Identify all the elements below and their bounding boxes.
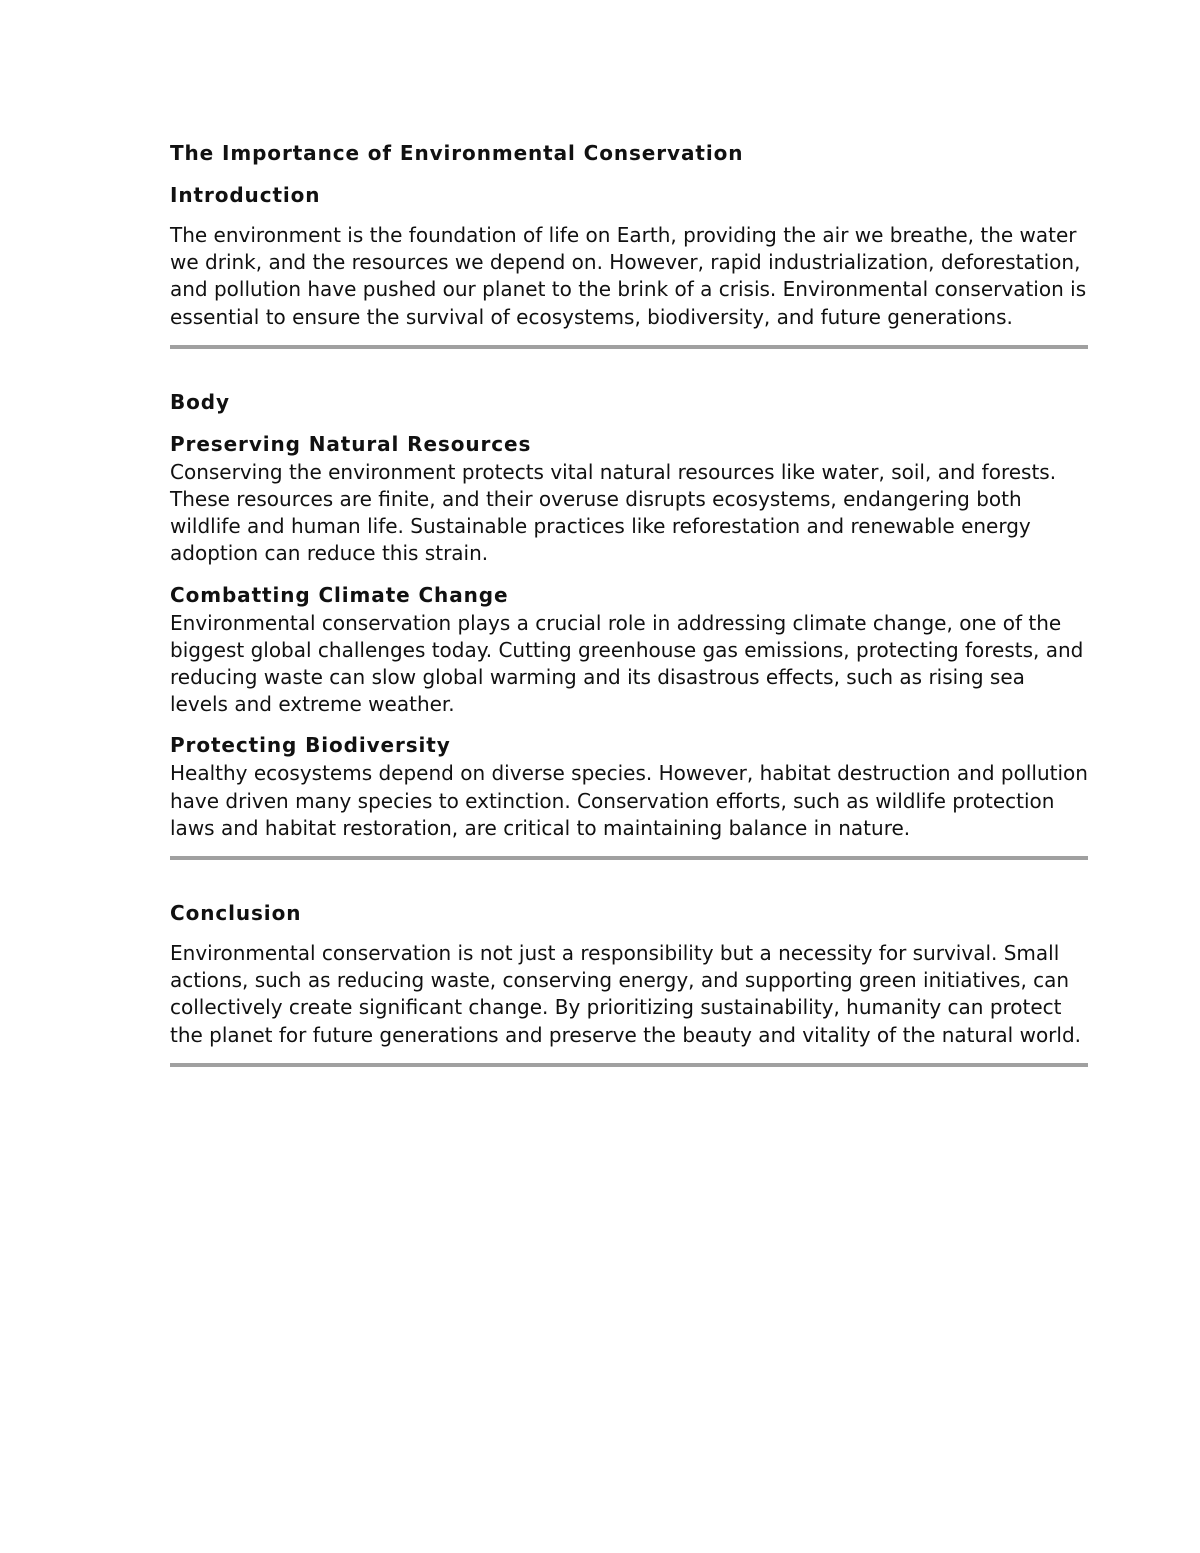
- section-divider: [170, 345, 1088, 349]
- introduction-heading: Introduction: [170, 183, 321, 207]
- subsection-heading: Combatting Climate Change: [170, 582, 509, 607]
- conclusion-paragraph: Environmental conservation is not just a responsibility but a necessity for survival. Small actions, such as reducing waste, conserving energy, and supporting green initiatives, can collectively create significant change. By prioritizing sustainability, humanity can protect the planet for future generations and preserve the beauty and vitality of the natural world.: [170, 941, 1082, 1047]
- subsection-heading: Preserving Natural Resources: [170, 431, 532, 456]
- introduction-paragraph: The environment is the foundation of life on Earth, providing the air we breathe, the water we drink, and the resources we depend on. However, rapid industrialization, deforestation, and pollution have pushed our planet to the brink of a crisis. Environmental conservation is essential to ensure the survival of ecosystems, biodiversity, and future generations.: [170, 223, 1087, 329]
- document-page: [170, 138, 1088, 1067]
- conclusion-section: [170, 898, 1088, 1049]
- section-divider: [170, 856, 1088, 860]
- introduction-section: [170, 180, 1088, 331]
- subsection-paragraph: Environmental conservation plays a crucial role in addressing climate change, one of the biggest global challenges today. Cutting greenhouse gas emissions, protecting forests, and reducing waste can slow global warming and its disastrous effects, such as rising sea levels and extreme weather.: [170, 610, 1084, 717]
- body-section: [170, 387, 1088, 842]
- subsection-paragraph: Conserving the environment protects vital natural resources like water, soil, and forests. These resources are finite, and their overuse disrupts ecosystems, endangering both wildlife and human life. Sustainable practices like reforestation and renewable energy adoption can reduce this strain.: [170, 459, 1057, 566]
- body-heading: Body: [170, 389, 230, 414]
- subsection-heading: Protecting Biodiversity: [170, 733, 451, 758]
- subsection-protecting-biodiversity: [170, 730, 1088, 842]
- section-divider: [170, 1063, 1088, 1067]
- subsection-preserving-natural-resources: [170, 429, 1088, 568]
- subsection-paragraph: Healthy ecosystems depend on diverse species. However, habitat destruction and pollution have driven many species to extinction. Conservation efforts, such as wildlife protection laws and habitat restoration, are critical to maintaining balance in nature.: [170, 761, 1088, 840]
- subsection-combatting-climate-change: [170, 580, 1088, 719]
- conclusion-heading: Conclusion: [170, 901, 302, 926]
- document-title: The Importance of Environmental Conservation: [170, 141, 744, 165]
